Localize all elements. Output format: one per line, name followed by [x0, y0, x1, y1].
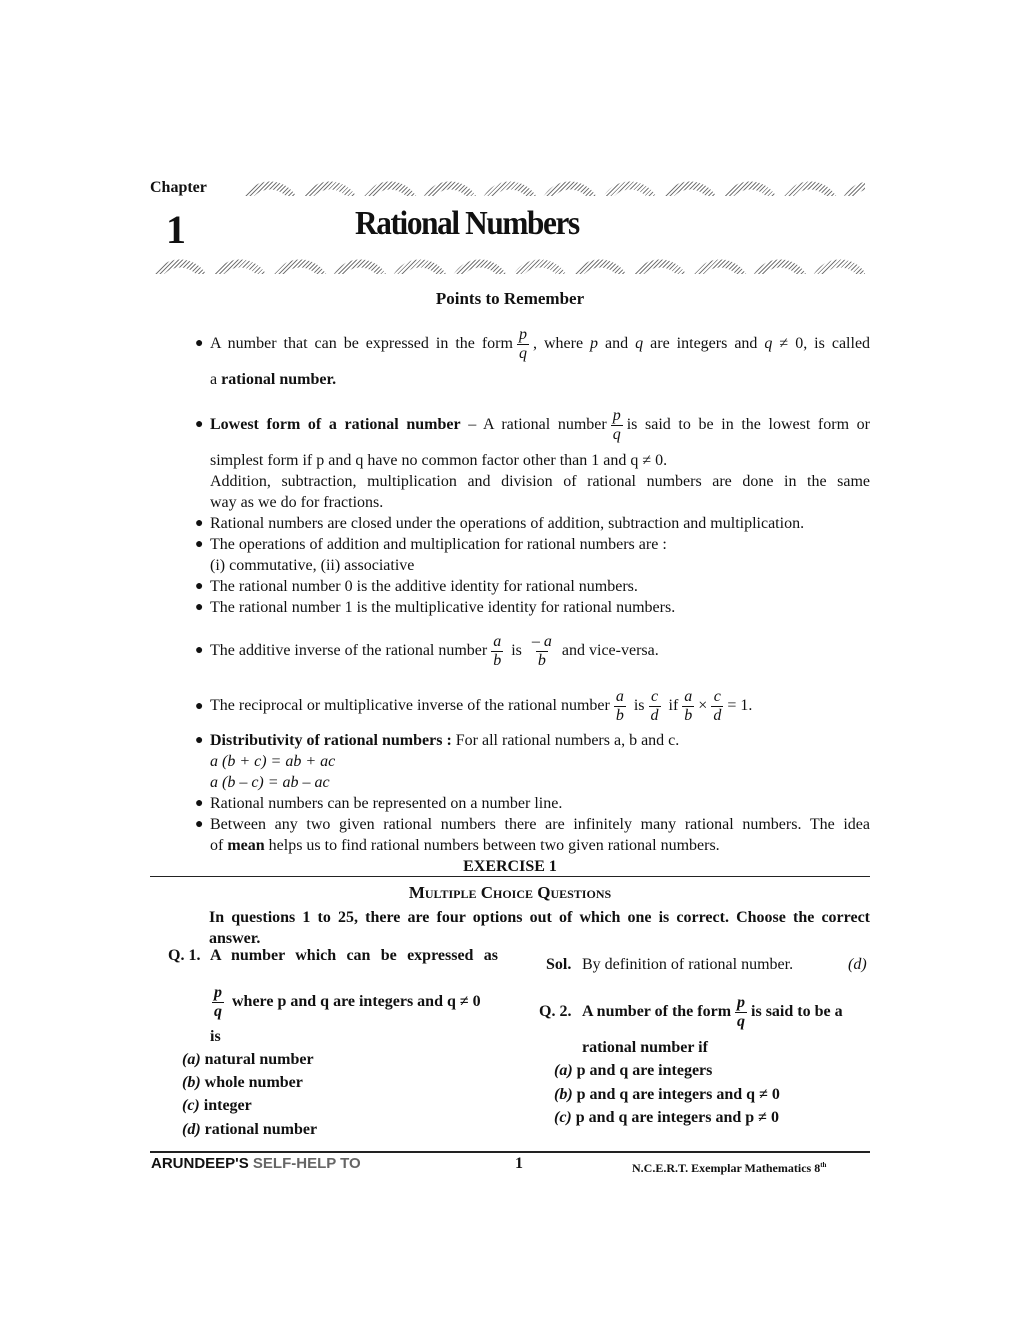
point-rational-definition: A number that can be expressed in the form $\frac{p}{q}$ , where p and q are integers and q ≠ 0, is called — [210, 325, 871, 362]
chapter-title: Rational Numbers — [355, 205, 579, 242]
option-b[interactable]: (b) p and q are integers and q ≠ 0 — [554, 1086, 780, 1103]
exercise-title: EXERCISE 1 — [463, 858, 557, 875]
page-number: 1 — [515, 1155, 523, 1172]
point-additive-inverse: The additive inverse of the rational number $\frac{a}{b}$ is $\frac{- a}{b}$ and vice-versa. — [210, 632, 659, 669]
decorative-wave-bottom — [150, 258, 865, 274]
question-text: is — [210, 1028, 221, 1045]
bullet-icon: ● — [195, 336, 204, 351]
instructions: answer. — [209, 930, 261, 947]
question-text: A number of the form $\frac{p}{q}$ is said to be a — [582, 993, 843, 1030]
solution-label: Sol. — [546, 956, 572, 973]
point-number-line: Rational numbers can be represented on a number line. — [210, 795, 563, 812]
point-density: Between any two given rational numbers there are infinitely many rational numbers. The idea — [210, 816, 870, 833]
footer-book-title: N.C.E.R.T. Exemplar Mathematics 8th — [632, 1161, 827, 1175]
formula: a (b + c) = ab + ac — [210, 753, 336, 770]
point-text: Addition, subtraction, multiplication and division of rational numbers are done in the same — [210, 473, 870, 490]
question-text: rational number if — [582, 1039, 708, 1056]
exercise-subtitle: Multiple Choice Questions — [408, 883, 612, 902]
question-text: $\frac{p}{q}$ where p and q are integers and q ≠ 0 — [214, 983, 481, 1020]
point-rational-definition-cont: a rational number. — [210, 371, 337, 388]
footer-divider — [150, 1151, 870, 1153]
point-text: simplest form if p and q have no common factor other than 1 and q ≠ 0. — [210, 452, 668, 469]
point-additive-identity: The rational number 0 is the additive identity for rational numbers. — [210, 578, 638, 595]
question-text: A number which can be expressed as — [210, 947, 498, 964]
point-properties: The operations of addition and multiplication for rational numbers are : — [210, 536, 667, 553]
footer-publisher: ARUNDEEP'S SELF-HELP TO — [151, 1155, 361, 1172]
point-text: way as we do for fractions. — [210, 494, 384, 511]
option-a[interactable]: (a) p and q are integers — [554, 1062, 713, 1079]
point-multiplicative-identity: The rational number 1 is the multiplicative identity for rational numbers. — [210, 599, 676, 616]
bullet-icon: ● — [195, 796, 204, 811]
point-distributivity: Distributivity of rational numbers : For all rational numbers a, b and c. — [210, 732, 680, 749]
point-lowest-form: Lowest form of a rational number – A rational number $\frac{p}{q}$ is said to be in the lowest form or — [210, 406, 871, 443]
option-d[interactable]: (d) rational number — [182, 1121, 318, 1138]
chapter-label: Chapter — [150, 179, 207, 196]
instructions: In questions 1 to 25, there are four options out of which one is correct. Choose the correct — [209, 909, 870, 926]
bullet-icon: ● — [195, 417, 204, 432]
bullet-icon: ● — [195, 600, 204, 615]
point-text: of mean helps us to find rational numbers between two given rational numbers. — [210, 837, 720, 854]
question-number: Q. 1. — [168, 947, 201, 964]
points-heading: Points to Remember — [435, 289, 585, 308]
bullet-icon: ● — [195, 733, 204, 748]
solution-answer: (d) — [848, 956, 867, 973]
chapter-number: 1 — [166, 207, 186, 252]
decorative-wave-top — [240, 180, 865, 196]
point-text: (i) commutative, (ii) associative — [210, 557, 415, 574]
bullet-icon: ● — [195, 516, 204, 531]
formula: a (b – c) = ab – ac — [210, 774, 330, 791]
question-number: Q. 2. — [539, 1003, 572, 1020]
option-b[interactable]: (b) whole number — [182, 1074, 303, 1091]
bullet-icon: ● — [195, 643, 204, 658]
option-c[interactable]: (c) p and q are integers and p ≠ 0 — [554, 1109, 779, 1126]
solution-text: By definition of rational number. — [582, 956, 794, 973]
bullet-icon: ● — [195, 579, 204, 594]
bullet-icon: ● — [195, 699, 204, 714]
point-closure: Rational numbers are closed under the operations of addition, subtraction and multiplication. — [210, 515, 805, 532]
option-a[interactable]: (a) natural number — [182, 1051, 314, 1068]
point-reciprocal: The reciprocal or multiplicative inverse of the rational number $\frac{a}{b}$ is $\frac{c}{d}$ if $\frac{a}{b}$ × $\frac{c}{d}$ = 1. — [210, 687, 753, 724]
bullet-icon: ● — [195, 537, 204, 552]
option-c[interactable]: (c) integer — [182, 1097, 252, 1114]
bullet-icon: ● — [195, 817, 204, 832]
